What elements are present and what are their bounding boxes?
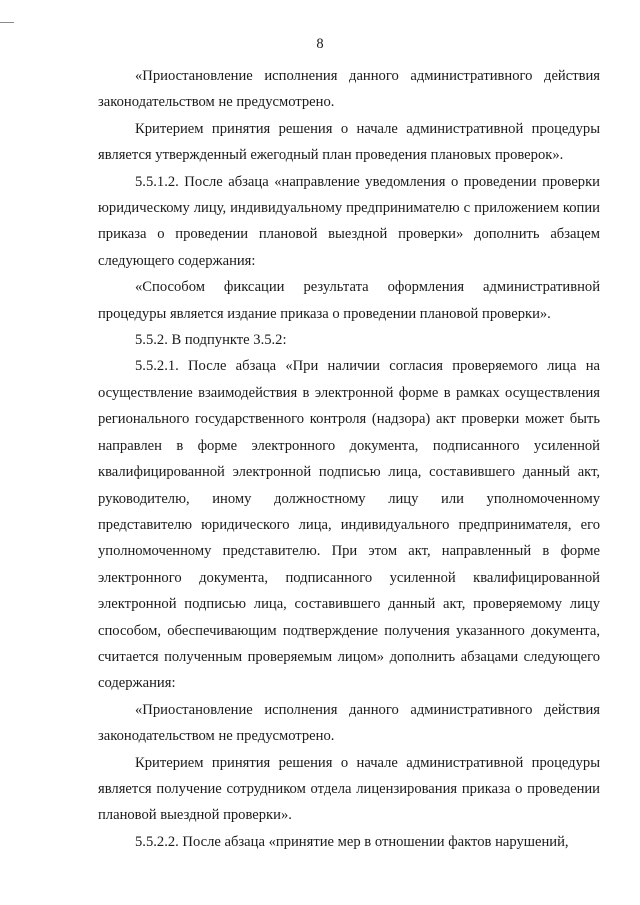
paragraph-suspension-clause-2: «Приостановление исполнения данного административного действия законодательством не предусмотрено. (98, 701, 600, 745)
document-body (98, 63, 600, 855)
paragraph-suspension-clause: «Приостановление исполнения данного административного действия законодательством не предусмотрено. (98, 68, 600, 111)
paragraph-5-5-2-1: 5.5.2.1. После абзаца «При наличии согласия проверяемого лица на осуществление взаимодействия в электронной форме в рамках осуществления регионального государственного контроля (надзора) акт проверки может быть направлен в форме электронного документа, подписанного усиленной квалифицированной электронной подписью лица, составившего данный акт, руководителю, иному должностному лицу или уполномоченному представителю юридического лица, индивидуального предпринимателя, его уполномоченному представителю. При этом акт, направленный в форме электронного документа, подписанного усиленной квалифицированной электронной подписью лица, составившего данный акт, проверяемому лицу способом, обеспечивающим подтверждение получения указанного документа, считается полученным проверяемым лицом» дополнить абзацами следующего содержания: (98, 358, 600, 692)
paragraph-fixation-method: «Способом фиксации результата оформления административной процедуры является издание приказа о проведении плановой проверки». (98, 279, 600, 322)
paragraph-decision-criterion: Критерием принятия решения о начале административной процедуры является утвержденный ежегодный план проведения плановых проверок». (98, 120, 600, 164)
paragraph-5-5-1-2: 5.5.1.2. После абзаца «направление уведомления о проведении проверки юридическому лицу, индивидуальному предпринимателю с приложением копии приказа о проведении плановой выездной проверки» дополнить абзацем следующего содержания: (98, 173, 600, 269)
margin-edge-mark (0, 22, 14, 23)
paragraph-decision-criterion-2: Критерием принятия решения о начале административной процедуры является получение сотрудником отдела лицензирования приказа о проведении плановой выездной проверки». (98, 754, 600, 824)
paragraph-5-5-2-2: 5.5.2.2. После абзаца «принятие мер в отношении фактов нарушений, (135, 833, 569, 850)
page-number: 8 (316, 36, 324, 52)
paragraph-5-5-2: 5.5.2. В подпункте 3.5.2: (135, 332, 287, 349)
